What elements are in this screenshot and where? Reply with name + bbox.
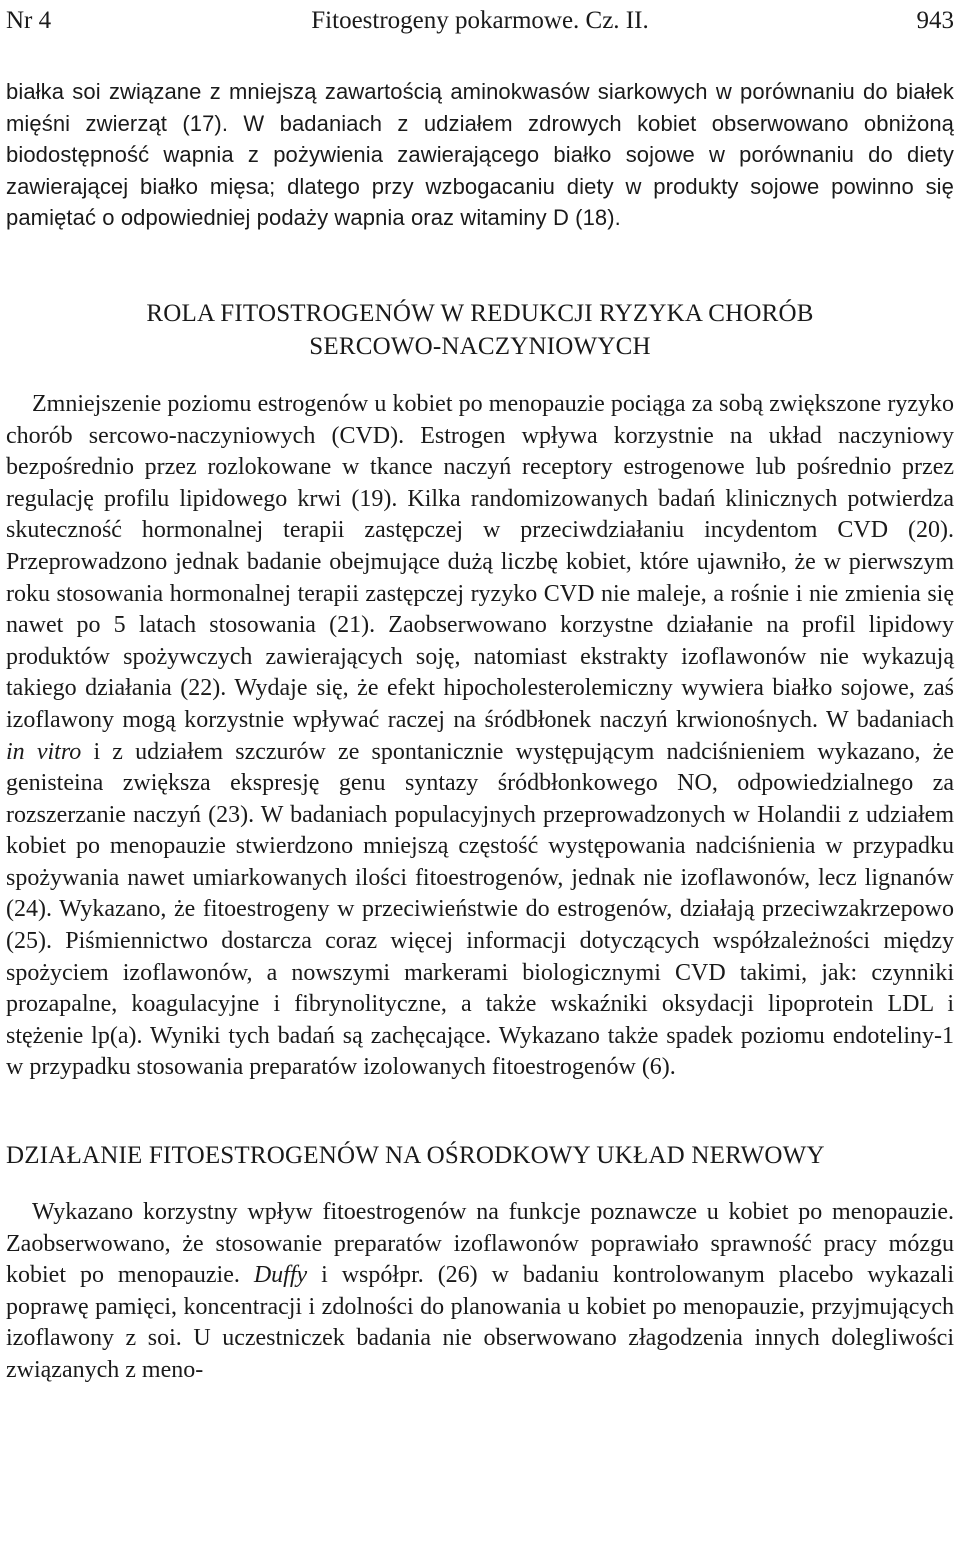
section-heading-cns: DZIAŁANIE FITOESTROGENÓW NA OŚRODKOWY UKŁAD NERWOWY — [6, 1142, 825, 1170]
cvd-text-part1: Zmniejszenie poziomu estrogenów u kobiet po menopauzie pociąga za sobą zwiększone ryzyko chorób sercowo-naczyniowych (CVD). Estrogen wpływa korzystnie na układ naczyniowy bezpośrednio przez rozlokowane w tkance naczyń receptory estrogenowe lub pośrednio przez regulację profilu lipidowego krwi (19). Kilka randomizowanych badań klinicznych potwierdza skuteczność hormonalnej terapii zastępczej w przeciwdziałaniu incydentom CVD (20). Przeprowadzono jednak badanie obejmujące dużą liczbę kobiet, które ujawniło, że w pierwszym roku stosowania hormonalnej terapii zastępczej ryzyko CVD nie maleje, a rośnie i nie zmienia się nawet po 5 latach stosowania (21). Zaobserwowano korzystne działanie na profil lipidowy produktów spożywczych zawierających soję, natomiast ekstrakty izoflawonów nie wykazują takiego działania (22). Wydaje się, że efekt hipocholesterolemiczny wywiera białko sojowe, zaś izoflawony mogą korzystnie wpływać raczej na śródbłonek naczyń krwionośnych. W badaniach — [6, 390, 954, 733]
section-heading-cvd-line2: SERCOWO-NACZYNIOWYCH — [309, 332, 651, 360]
running-title: Fitoestrogeny pokarmowe. Cz. II. — [311, 7, 649, 34]
intro-paragraph: białka soi związane z mniejszą zawartością aminokwasów siarkowych w porównaniu do białek mięśni zwierząt (17). W badaniach z udziałem zdrowych kobiet obserwowano obniżoną biodostępność wapnia z pożywienia zawierającego białko sojowe w porównaniu do diety zawierającej białko mięsa; dlatego przy wzbogacaniu diety w produkty sojowe powinno się pamiętać o odpowiedniej podaży wapnia oraz witaminy D (18). — [6, 79, 954, 231]
cvd-italic-term: in vitro — [6, 738, 82, 765]
journal-page — [6, 0, 954, 1387]
cvd-paragraph — [6, 389, 954, 1084]
issue-number: Nr 4 — [6, 7, 52, 34]
cvd-text-part2: i z udziałem szczurów ze spontanicznie występującym nadciśnieniem wykazano, że genisteina zwiększa ekspresję genu syntazy śródbłonkowego NO, odpowiedzialnego za rozszerzanie naczyń (23). W badaniach populacyjnych przeprowadzonych w Holandii z udziałem kobiet po menopauzie stwierdzono mniejszą częstość występowania nadciśnienia w przypadku spożywania nawet umiarkowanych ilości fitoestrogenów, jednak nie izoflawonów, lecz lignanów (24). Wykazano, że fitoestrogeny w przeciwieństwie do estrogenów, działają przeciwzakrzepowo (25). Piśmiennictwo dostarcza coraz więcej informacji dotyczących współzależności między spożyciem izoflawonów, a nowszymi markerami biologicznymi CVD takimi, jak: czynniki prozapalne, koagulacyjne i fibrynolityczne, a także wskaźniki oksydacji lipoprotein LDL i stężenie lp(a). Wyniki tych badań są zachęcające. Wykazano także spadek poziomu endoteliny-1 w przypadku stosowania preparatów izolowanych fitoestrogenów (6). — [6, 738, 954, 1081]
cns-paragraph — [6, 1197, 954, 1387]
cns-text-part1: Wykazano korzystny wpływ fitoestrogenów na funkcje poznawcze u kobiet po menopauzie. Zaobserwowano, że stosowanie preparatów izoflawonów poprawiało sprawność pracy mózgu kobiet po menopauzie. — [6, 1199, 954, 1289]
section-heading-cvd-line1: ROLA FITOSTROGENÓW W REDUKCJI RYZYKA CHORÓB — [146, 299, 814, 327]
section-heading-cvd — [6, 297, 954, 363]
cns-text-part2: i współpr. (26) w badaniu kontrolowanym placebo wykazali poprawę pamięci, koncentracji i zdolności do planowania u kobiet po menopauzie, przyjmujących izoflawony z soi. U uczestniczek badania nie obserwowano złagodzenia innych dolegliwości związanych z meno- — [6, 1262, 954, 1383]
cns-italic-author: Duffy — [253, 1262, 308, 1289]
page-number: 943 — [916, 7, 954, 34]
running-header — [6, 0, 954, 42]
